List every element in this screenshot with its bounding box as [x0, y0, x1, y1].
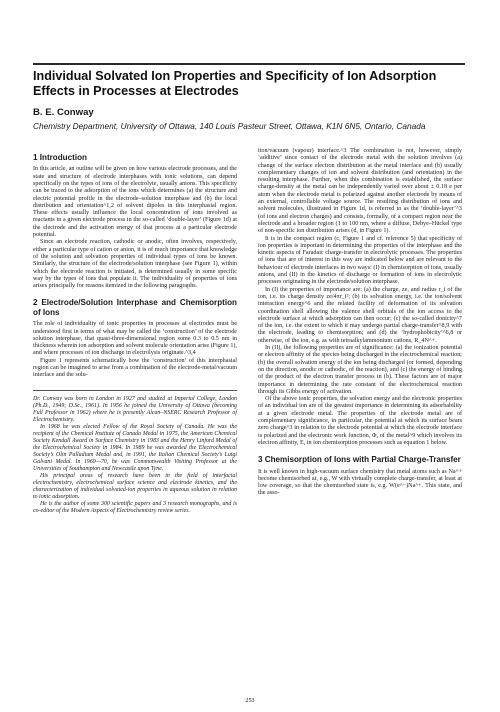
section-2-paragraph-2: Figure 1 represents schematically how the ‘construction’ of this interphasial region can be imagined to arise from a combination of the electrode-metal/vacuum interface and the solu-	[33, 357, 237, 379]
section-2-paragraph-1: The role of individuality of ionic properties in processes at electrodes must be understood first in terms of what may be called the ‘construction’ of the electrode solution interphase, that quasi-three-dimensional region some 0.3 to 0.5 nm in thickness wherein ion adsorption and solvent molecule orientation arise (Figure 1), and where processes of ion discharge in electrolysis originate.^3,4	[33, 321, 237, 357]
right-paragraph-1: tion/vacuum (vapour) interface.^3 The combination is not, however, simply ‘additive’ since contact of the electrode metal with the solution involves (a) change of the surface electron distribution at the metal interface and (b) usually complementary changes of ion and solvent distribution (and orientation) in the resulting interphase. Further, when this combination is established, the surface charge-density at the metal can be independently varied over about ± 0.18 e per atom when the electrode metal is polarized against another electrode by means of an external, controllable voltage source. The resulting distribution of ions and solvent molecules, illustrated in Figure 1d, is referred to as the ‘double-layer’^3 (of ions and electron charges) and consists, formally, of a compact region near the electrode and a broader region (1 to 100 nm, where a diffuse, Debye–Hückel type of non-specific ion distribution arises (d, in Figure 1).	[258, 148, 462, 235]
header-rule	[33, 63, 465, 65]
bio-paragraph-3: His principal areas of research have been in the field of interfacial electrochemistry, electrochemical surface science and electrode kinetics, and the characterization of individual solvated-ion properties in aqueous solution in relation to ionic adsorption.	[33, 472, 237, 500]
author-biography	[33, 396, 237, 515]
right-paragraph-2: It is in the compact region (c, Figure 1 and cf. reference 5) that specificity of ion properties is important in determining the properties of the interphase and the kinetic aspects of Faradaic charge-transfer in electrolytic processes. The properties of ions that are of interest in this way are indicated below and are relevant to the behaviour of electrode interfaces in two ways: (I) in chemisorption of ions, usually anions, and (II) in the kinetics of discharge or formation of ions in electrolytic processes originating in the electrode/solution interphase.	[258, 235, 462, 286]
article-title: Individual Solvated Ion Properties and Specificity of Ion Adsorption Effects in Processes at Electrodes	[33, 69, 437, 98]
section-1-paragraph-1: In this article, an outline will be given on how various electrode processes, and the state and structure of electrode interphases with ionic solutions, can depend specifically on the types of ions of the electrolyte, usually anions. This specificity can be traced to the adsorption of the ions which determines (a) the structure and electric potential profile in the electrode–solution interphase and (b) the local distribution and orientation^1,2 of solvent dipoles in this interphasial region. These effects usually influence the local concentration of ions involved as reactants in a given electrode process in the so-called ‘double-layer’ (Figure 1d) at the electrode and the activation energy of that process at a particular electrode potential.	[33, 166, 237, 239]
left-column	[33, 153, 237, 515]
section-3-heading: 3 Chemisorption of Ions with Partial Charge-Transfer	[258, 455, 461, 465]
section-1-heading: 1 Introduction	[33, 153, 87, 162]
bio-paragraph-4: He is the author of some 300 scientific papers and 3 research monographs, and is co-editor of the Modern Aspects of Electrochemistry review series.	[33, 500, 237, 514]
section-1-paragraph-2: Since an electrode reaction, cathodic or anodic, often involves, respectively, either a particular type of cation or anion, it is of much importance that knowledge of the solution and solvation properties of individual types of ions be known. Similarly, the structure of the electrode/solution interphase (see Figure 1), within which the electrode reaction is initiated, is determined usually in some specific way by the types of ions that populate it. The individuality of properties of ions arises principally for reasons itemized in the following paragraphs.	[33, 239, 237, 290]
page-number: 253	[245, 697, 255, 704]
bio-paragraph-2: In 1968 he was elected Fellow of the Royal Society of Canada. He was the recipient of the Chemical Institute of Canada Medal in 1975, the American Chemical Society Kendall Award in Surface Chemistry in 1983 and the Henry Linford Medal of the Electrochemical Society in 1984. In 1989 he was awarded the Electrochemical Society’s Olin Palladium Medal and, in 1991, the Italian Chemical Society’s Luigi Galvani Medal. In 1969—70, he was Commonwealth Visiting Professor at the Universities of Southampton and Newcastle upon Tyne.	[33, 423, 237, 472]
bio-paragraph-1: Dr. Conway was born in London in 1927 and studied at Imperial College, London (Ph.D., 1949; D.Sc., 1961). In 1956 he joined the University of Ottawa (becoming Full Professor in 1962) where he is presently Alcan–NSERC Research Professor of Electrochemistry.	[33, 395, 237, 423]
right-paragraph-3: In (I) the properties of importance are: (a) the charge, ze, and radius r_i of the ion, i.e. its charge density ze/4πr_i²; (b) its solvation energy, i.e. the ion/solvent interaction energy^6 and the related facility of deformation of its solvation coordination shell allowing the valence shell orbitals of the ion access to the electrode surface at which adsorption can then occur; (c) the so-called donicity^7 of the ion, i.e. the extent to which it may undergo partial charge-transfer^8,9 with the electrode, leading to chemisorption; and (d) the ‘hydrophobicity’^6,8 or otherwise, of the ion, e.g. as with tetraalkylammonium cations, R_4N^+.	[258, 286, 462, 344]
section-3-paragraph-1: It is well known in high-vacuum surface chemistry that metal atoms such as Na^+ become chemisorbed at, e.g., W with virtually complete charge-transfer, at least at low coverage, so that the chemisorbed state is, e.g. W(e^−)Na^+. This state, and the asso-	[258, 468, 462, 497]
author-affiliation: Chemistry Department, University of Ottawa, 140 Louis Pasteur Street, Ottawa, K1N 6N5, Ontario, Canada	[33, 121, 426, 131]
article-author: B. E. Conway	[33, 107, 94, 118]
section-2-heading: 2 Electrode/Solution Interphase and Chemisorption of Ions	[33, 298, 237, 317]
right-paragraph-5: Of the above ionic properties, the solvation energy and the electronic properties of an individual ion are of the greatest importance in determining its adsorbability at a given electrode metal. The properties of the electrode metal are of complementary significance, in particular, the potential at which its surface bears zero charge^3 in relation to the electrode potential at which the electrode interface is polarized and the electronic work function, Φ, of the metal^9 which involves its electron affinity, E, in ion chemisorption processes such as equation 1 below.	[258, 396, 462, 446]
right-column	[258, 148, 462, 498]
right-paragraph-4: In (II), the following properties are of significance: (a) the ionization potential or electron affinity of the species being discharged in the electrochemical reaction; (b) the overall solvation energy of the ion being discharged (or formed, depending on the direction, anodic or cathodic, of the reaction), and (c) the energy of binding of the product of the electron transfer process in (b). These factors are of major importance in determining the rate constant of the electrochemical reaction through its Gibbs energy of activation.	[258, 345, 462, 395]
bio-divider	[33, 390, 237, 391]
